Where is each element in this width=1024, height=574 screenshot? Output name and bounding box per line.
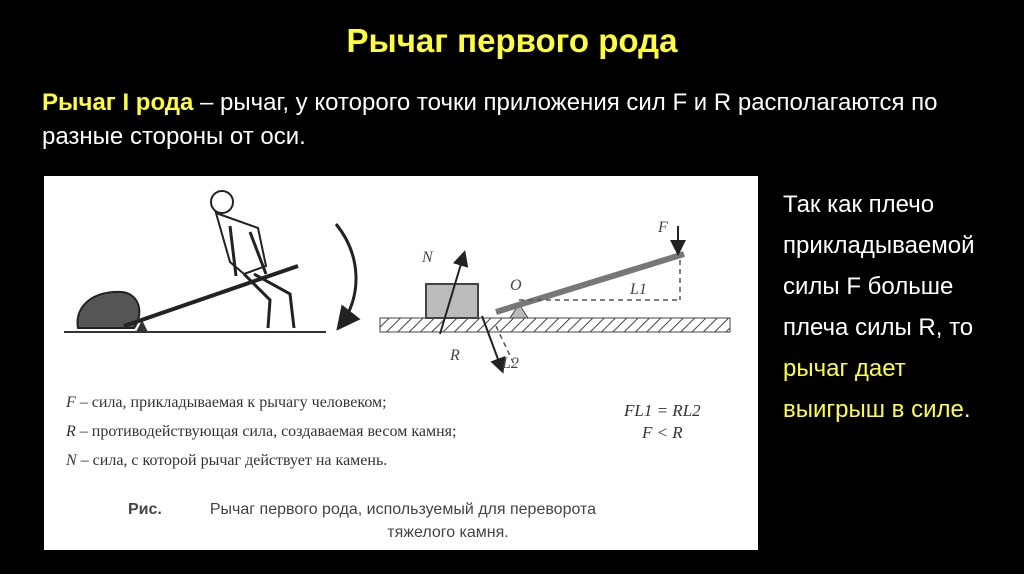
stone-block [426, 284, 478, 318]
lever-figure [44, 176, 758, 550]
caption-line-1: Рычаг первого рода, используемый для переворота [209, 501, 597, 518]
label-l2: L2 [502, 355, 519, 372]
caption-line-2: тяжелого камня. [387, 524, 509, 541]
figure-caption [128, 498, 728, 544]
side-text-main: Так как плечо прикладываемой силы F больше плеча силы R, то [783, 191, 975, 341]
side-text-highlight: рычаг дает выигрыш в силе [783, 355, 964, 423]
lever-illustration [44, 176, 758, 550]
label-l1: L1 [630, 281, 647, 298]
side-explanation [783, 184, 1013, 430]
label-r: R [450, 347, 460, 364]
formula-line-1: FL1 = RL2 [624, 401, 701, 420]
lever-bar-left [124, 266, 298, 326]
slide-title: Рычаг первого рода [346, 22, 678, 59]
figure-legend [66, 388, 456, 475]
definition-paragraph [42, 86, 1002, 154]
man-head [211, 191, 233, 213]
label-n: N [422, 249, 433, 266]
label-o: O [510, 277, 522, 294]
rotation-arrow [336, 224, 356, 326]
side-text-end: . [963, 396, 971, 423]
definition-term: Рычаг I рода [42, 89, 194, 116]
man-legs [244, 274, 294, 328]
lever-bar-right [496, 254, 684, 312]
lever-formula [624, 400, 701, 444]
legend-item: F – сила, прикладываемая к рычагу человеком; [66, 394, 387, 411]
caption-label: Рис. [128, 501, 162, 518]
lever-schematic [380, 226, 730, 370]
man-torso [216, 213, 266, 274]
legend-item: R – противодействующая сила, создаваемая весом камня; [66, 423, 457, 440]
label-f: F [658, 219, 668, 236]
man-with-lever-drawing [64, 191, 356, 332]
definition-text: – рычаг, у которого точки приложения сил F и R располагаются по разные стороны от оси. [42, 89, 938, 150]
formula-line-2: F < R [641, 423, 683, 442]
legend-item: N – сила, с которой рычаг действует на камень. [66, 452, 388, 469]
